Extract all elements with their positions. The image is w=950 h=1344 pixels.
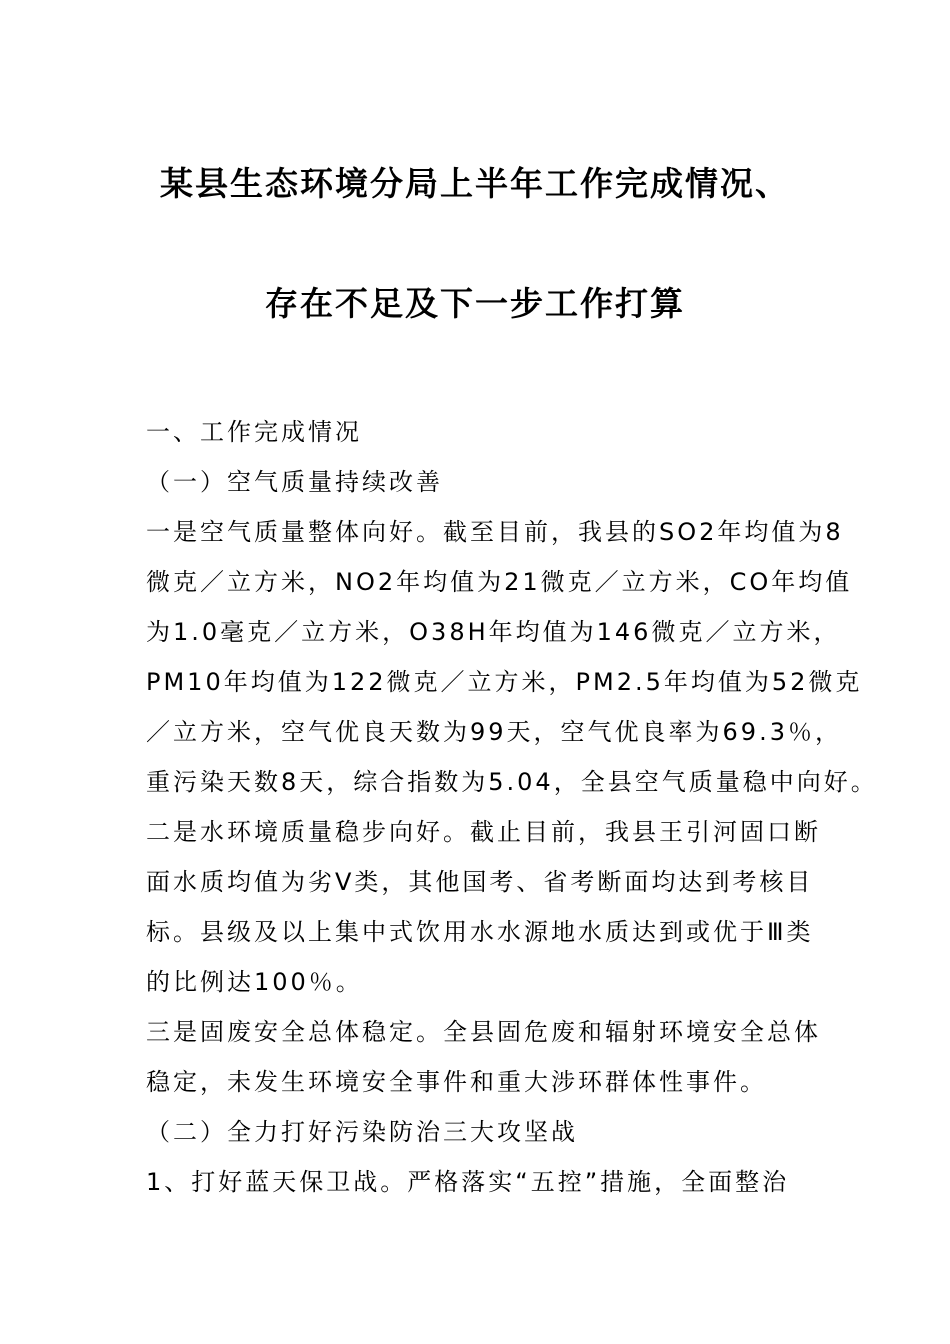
paragraph-line: 稳定，未发生环境安全事件和重大涉环群体性事件。 [146, 1068, 767, 1096]
paragraph-line: 1、打好蓝天保卫战。严格落实“五控”措施，全面整治 [146, 1168, 790, 1196]
paragraph-line: 三是固废安全总体稳定。全县固危废和辐射环境安全总体 [146, 1018, 821, 1046]
paragraph-line: 标。县级及以上集中式饮用水水源地水质达到或优于Ⅲ类 [146, 918, 814, 946]
paragraph-line: 面水质均值为劣Ⅴ类，其他国考、省考断面均达到考核目 [146, 868, 814, 896]
paragraph-line: 一是空气质量整体向好。截至目前，我县的SO2年均值为8 [146, 518, 844, 546]
subsection-heading-1: （一）空气质量持续改善 [146, 468, 443, 496]
subsection-heading-2: （二）全力打好污染防治三大攻坚战 [146, 1118, 578, 1146]
paragraph-line: 微克／立方米，NO2年均值为21微克／立方米，CO年均值 [146, 568, 853, 596]
paragraph-line: 为1.0毫克／立方米，O38H年均值为146微克／立方米， [146, 618, 841, 646]
document-title-line-2: 存在不足及下一步工作打算 [265, 284, 685, 323]
paragraph-line: 的比例达100％。 [146, 968, 363, 996]
paragraph-line: 二是水环境质量稳步向好。截止目前，我县王引河固口断 [146, 818, 821, 846]
paragraph-line: 重污染天数8天，综合指数为5.04，全县空气质量稳中向好。 [146, 768, 878, 796]
paragraph-line: PM10年均值为122微克／立方米，PM2.5年均值为52微克 [146, 668, 863, 696]
paragraph-line: ／立方米，空气优良天数为99天，空气优良率为69.3％， [146, 718, 842, 746]
document-title-line-1: 某县生态环境分局上半年工作完成情况、 [160, 164, 790, 203]
section-heading-1: 一、工作完成情况 [146, 418, 362, 446]
